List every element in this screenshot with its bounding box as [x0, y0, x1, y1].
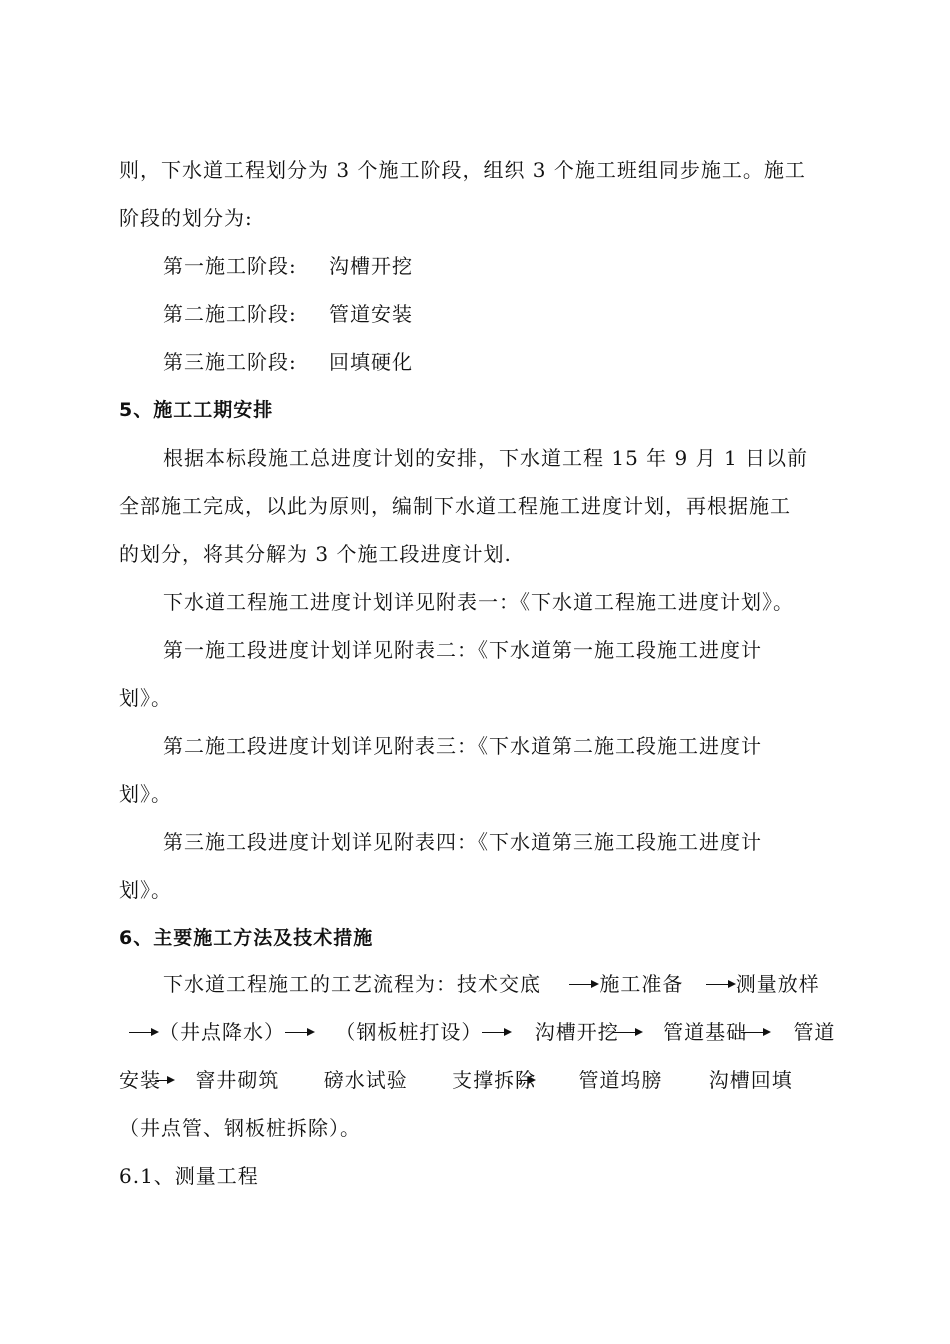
flow-step-sheet-piling: （钢板桩打设）: [335, 1020, 483, 1044]
flow-intro: 下水道工程施工的工艺流程为：技术交底: [163, 972, 541, 996]
stage-label: 第一施工阶段:: [163, 254, 297, 278]
flow-step-water-test: 磅水试验: [323, 1068, 408, 1092]
stage-label: 第三施工阶段:: [163, 350, 297, 374]
stage-task: 管道安装: [329, 302, 413, 326]
stage-item-1: [163, 253, 413, 279]
schedule-ref-2-line-2: 划》。: [119, 782, 172, 806]
schedule-ref-2-line-1: 第二施工段进度计划详见附表三：《下水道第二施工段施工进度计: [163, 734, 762, 758]
flow-step-survey: 测量放样: [735, 972, 820, 996]
flow-step-trench: 沟槽开挖: [534, 1020, 619, 1044]
arrow-icon: [518, 1067, 536, 1093]
section-5-heading: 5、施工工期安排: [119, 399, 274, 421]
section-5-para-line-3: 的划分，将其分解为 3 个施工段进度计划.: [119, 542, 512, 566]
flow-row-4: （井点管、钢板桩拆除）。: [119, 1116, 361, 1140]
flow-row-2: [119, 1019, 836, 1045]
subsection-6-1-heading: 6.1、测量工程: [119, 1164, 259, 1188]
section-5-para-line-2: 全部施工完成，以此为原则，编制下水道工程施工进度计划，再根据施工: [119, 494, 791, 518]
flow-step-manhole: 窨井砌筑: [195, 1068, 280, 1092]
flow-step-support-removal: 支撑拆除: [452, 1068, 537, 1092]
stage-task: 沟槽开挖: [329, 254, 413, 278]
flow-step-backfill: 沟槽回填: [708, 1068, 793, 1092]
schedule-ref-1-line-2: 划》。: [119, 686, 172, 710]
arrow-icon: [129, 1019, 159, 1045]
stage-item-2: [163, 301, 413, 327]
arrow-icon: [741, 1019, 771, 1045]
flow-step-pipe-label: 管道: [793, 1020, 836, 1044]
arrow-icon: [569, 971, 599, 997]
flow-step-haunching: 管道坞膀: [578, 1068, 663, 1092]
schedule-ref-3-line-2: 划》。: [119, 878, 172, 902]
intro-line-1: 则，下水道工程划分为 3 个施工阶段，组织 3 个施工班组同步施工。施工: [119, 158, 806, 182]
flow-row-1: [163, 971, 831, 997]
schedule-ref-3-line-1: 第三施工段进度计划详见附表四：《下水道第三施工段施工进度计: [163, 830, 762, 854]
section-6-heading: 6、主要施工方法及技术措施: [119, 927, 374, 949]
flow-step-prepare: 施工准备: [599, 972, 684, 996]
stage-item-3: [163, 349, 413, 375]
section-5-para-line-1: 根据本标段施工总进度计划的安排，下水道工程 15 年 9 月 1 日以前: [163, 446, 809, 470]
intro-line-2: 阶段的划分为:: [119, 206, 253, 230]
arrow-icon: [613, 1019, 643, 1045]
schedule-ref-overall: 下水道工程施工进度计划详见附表一：《下水道工程施工进度计划》。: [163, 590, 794, 614]
flow-step-dewatering: （井点降水）: [159, 1020, 285, 1044]
schedule-ref-1-line-1: 第一施工段进度计划详见附表二：《下水道第一施工段施工进度计: [163, 638, 762, 662]
arrow-icon: [482, 1019, 512, 1045]
arrow-icon: [706, 971, 736, 997]
flow-step-install: 安装: [119, 1068, 161, 1092]
arrow-icon: [285, 1019, 315, 1045]
arrow-icon: [155, 1067, 175, 1093]
flow-step-foundation: 管道基础: [663, 1020, 748, 1044]
stage-task: 回填硬化: [329, 350, 413, 374]
flow-row-3: [119, 1067, 831, 1093]
stage-label: 第二施工阶段:: [163, 302, 297, 326]
